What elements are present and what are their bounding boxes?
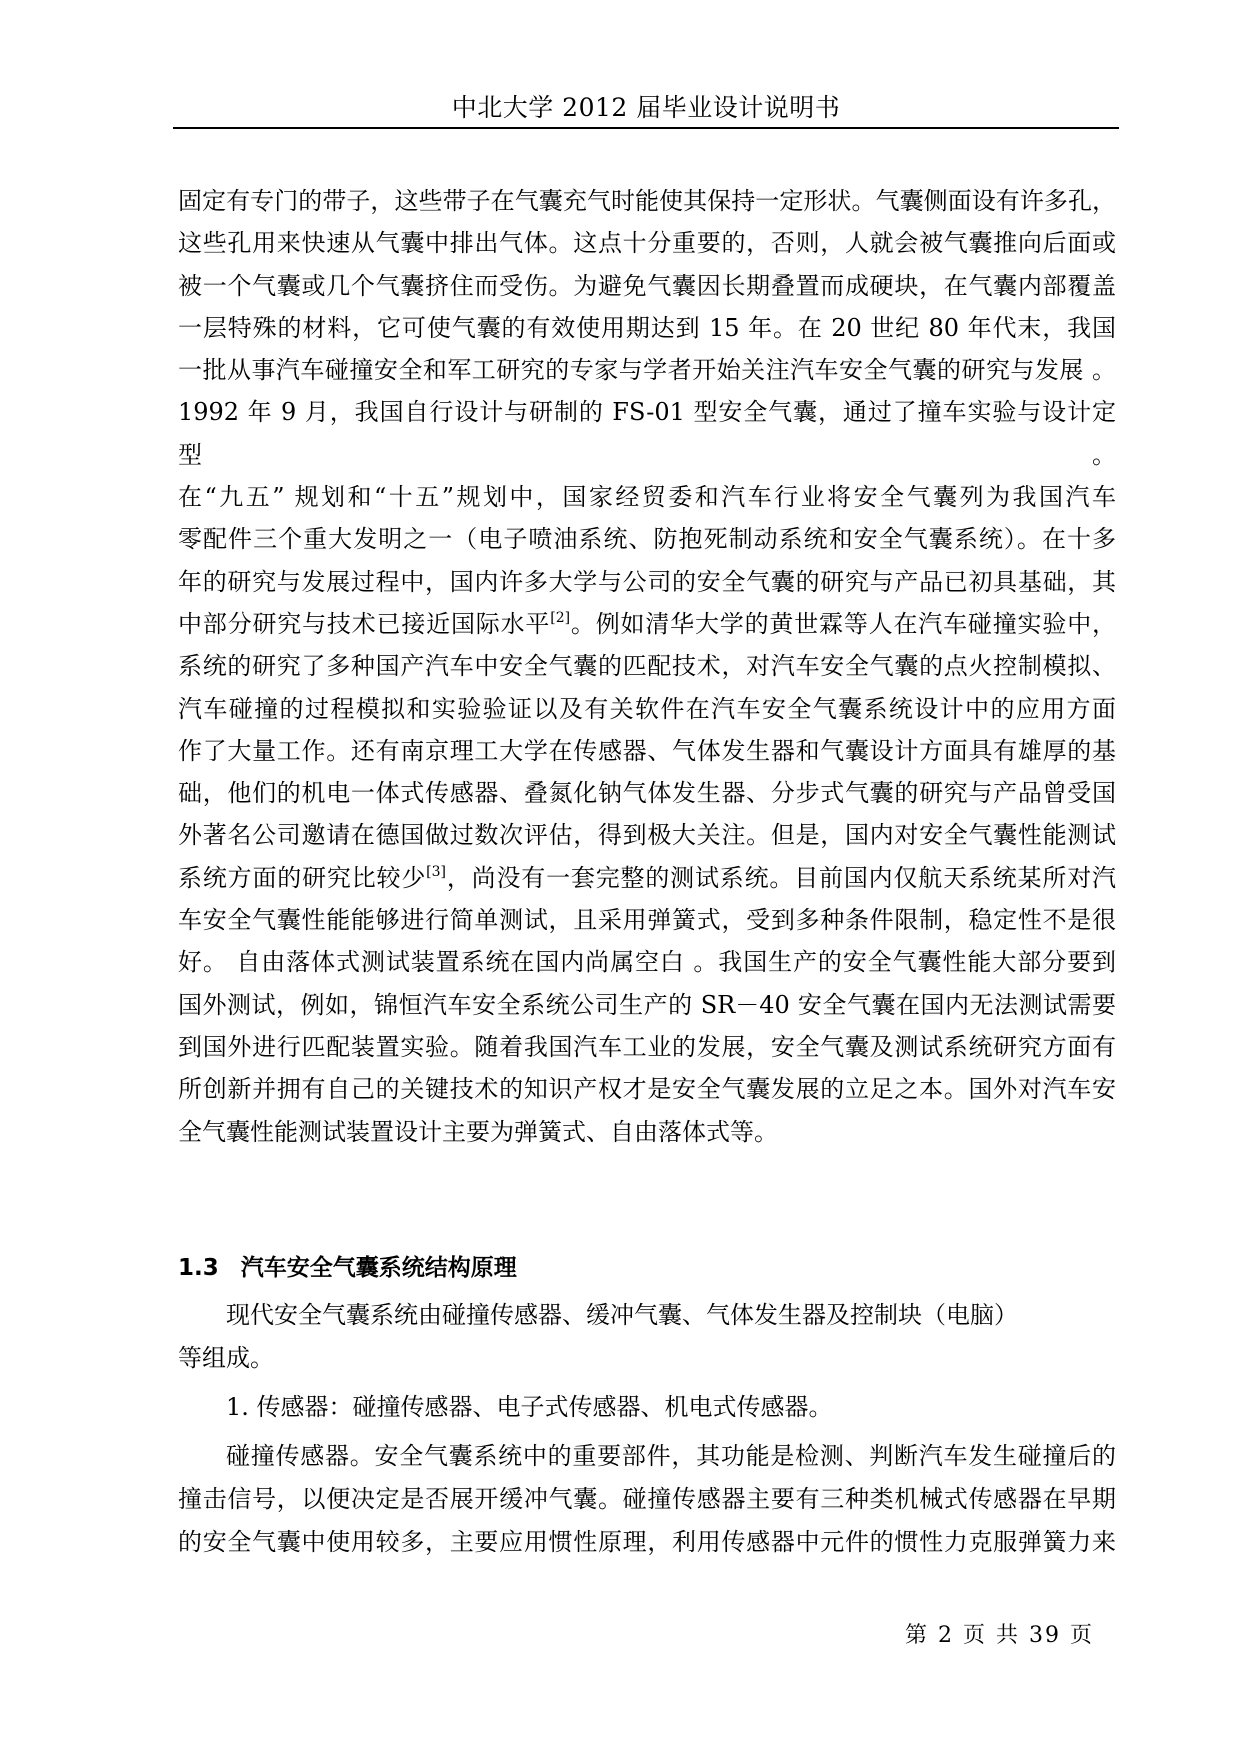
- text-line: 撞击信号，以便决定是否展开缓冲气囊。碰撞传感器主要有三种类机械式传感器在早期: [178, 1485, 1116, 1513]
- header-divider: [173, 127, 1119, 129]
- body-paragraph: [178, 180, 1116, 1153]
- text-line: 零配件三个重大发明之一（电子喷油系统、防抱死制动系统和安全气囊系统）。在十多: [178, 525, 1116, 554]
- text-line: 国外测试，例如，锦恒汽车安全系统公司生产的 SR－40 安全气囊在国内无法测试需要: [178, 990, 1116, 1019]
- text-line: 1992 年 9 月，我国自行设计与研制的 FS-01 型安全气囊，通过了撞车实验与设计定型。: [178, 398, 1116, 469]
- text-line: 的安全气囊中使用较多，主要应用惯性原理，利用传感器中元件的惯性力克服弹簧力来: [178, 1528, 1116, 1556]
- text-line-with-citation: [178, 603, 1116, 645]
- text-line: 全气囊性能测试装置设计主要为弹簧式、自由落体式等。: [178, 1117, 778, 1146]
- text-line: 车安全气囊性能能够进行简单测试，且采用弹簧式，受到多种条件限制，稳定性不是很: [178, 906, 1116, 935]
- text-line: 这些孔用来快速从气囊中排出气体。这点十分重要的，否则，人就会被气囊推向后面或: [178, 229, 1116, 258]
- text-line: 固定有专门的带子，这些带子在气囊充气时能使其保持一定形状。气囊侧面设有许多孔，: [178, 187, 1116, 215]
- text-line: 所创新并拥有自己的关键技术的知识产权才是安全气囊发展的立足之本。国外对汽车安: [178, 1075, 1116, 1104]
- text-line: 作了大量工作。还有南京理工大学在传感器、气体发生器和气囊设计方面具有雄厚的基: [178, 736, 1116, 765]
- text-line: 外著名公司邀请在德国做过数次评估，得到极大关注。但是，国内对安全气囊性能测试: [178, 821, 1116, 850]
- page-number: 第 2 页 共 39 页: [905, 1623, 1094, 1648]
- section-title: 汽车安全气囊系统结构原理: [240, 1255, 517, 1281]
- text-line: 年的研究与发展过程中，国内许多大学与公司的安全气囊的研究与产品已初具基础，其: [178, 567, 1116, 596]
- text-segment: ，尚没有一套完整的测试系统。目前国内仅航天系统某所对汽: [446, 863, 1117, 892]
- text-line: 系统的研究了多种国产汽车中安全气囊的匹配技术，对汽车安全气囊的点火控制模拟、: [178, 652, 1116, 681]
- text-line: 被一个气囊或几个气囊挤住而受伤。为避免气囊因长期叠置而成硬块，在气囊内部覆盖: [178, 271, 1116, 300]
- text-line: 碰撞传感器。安全气囊系统中的重要部件，其功能是检测、判断汽车发生碰撞后的: [226, 1442, 1116, 1470]
- text-line: 现代安全气囊系统由碰撞传感器、缓冲气囊、气体发生器及控制块（电脑）: [226, 1301, 1018, 1329]
- text-segment: 系统方面的研究比较少: [178, 863, 427, 892]
- text-line: 础，他们的机电一体式传感器、叠氮化钠气体发生器、分步式气囊的研究与产品曾受国: [178, 779, 1116, 808]
- section-heading: [178, 1248, 517, 1288]
- text-line: 一批从事汽车碰撞安全和军工研究的专家与学者开始关注汽车安全气囊的研究与发展 。: [178, 356, 1116, 385]
- page-header-title: 中北大学 2012 届毕业设计说明书: [451, 93, 841, 122]
- text-line-with-citation: [178, 857, 1116, 899]
- text-line: 到国外进行匹配装置实验。随着我国汽车工业的发展，安全气囊及测试系统研究方面有: [178, 1032, 1116, 1061]
- citation-ref: [2]: [550, 609, 571, 626]
- text-segment: 。例如清华大学的黄世霖等人在汽车碰撞实验中，: [570, 609, 1117, 638]
- citation-ref: [3]: [426, 863, 446, 880]
- text-line: 等组成。: [178, 1344, 274, 1372]
- list-item-sensors: 1. 传感器：碰撞传感器、电子式传感器、机电式传感器。: [226, 1393, 833, 1421]
- text-line: 一层特殊的材料，它可使气囊的有效使用期达到 15 年。在 20 世纪 80 年代末，我国: [178, 313, 1116, 342]
- text-line: 汽车碰撞的过程模拟和实验验证以及有关软件在汽车安全气囊系统设计中的应用方面: [178, 694, 1116, 723]
- section-number: 1.3: [178, 1255, 219, 1281]
- text-segment: 中部分研究与技术已接近国际水平: [178, 609, 551, 638]
- text-line: 在“九五” 规划和“十五”规划中，国家经贸委和汽车行业将安全气囊列为我国汽车: [178, 483, 1116, 512]
- text-line: 好。 自由落体式测试装置系统在国内尚属空白 。我国生产的安全气囊性能大部分要到: [178, 948, 1116, 977]
